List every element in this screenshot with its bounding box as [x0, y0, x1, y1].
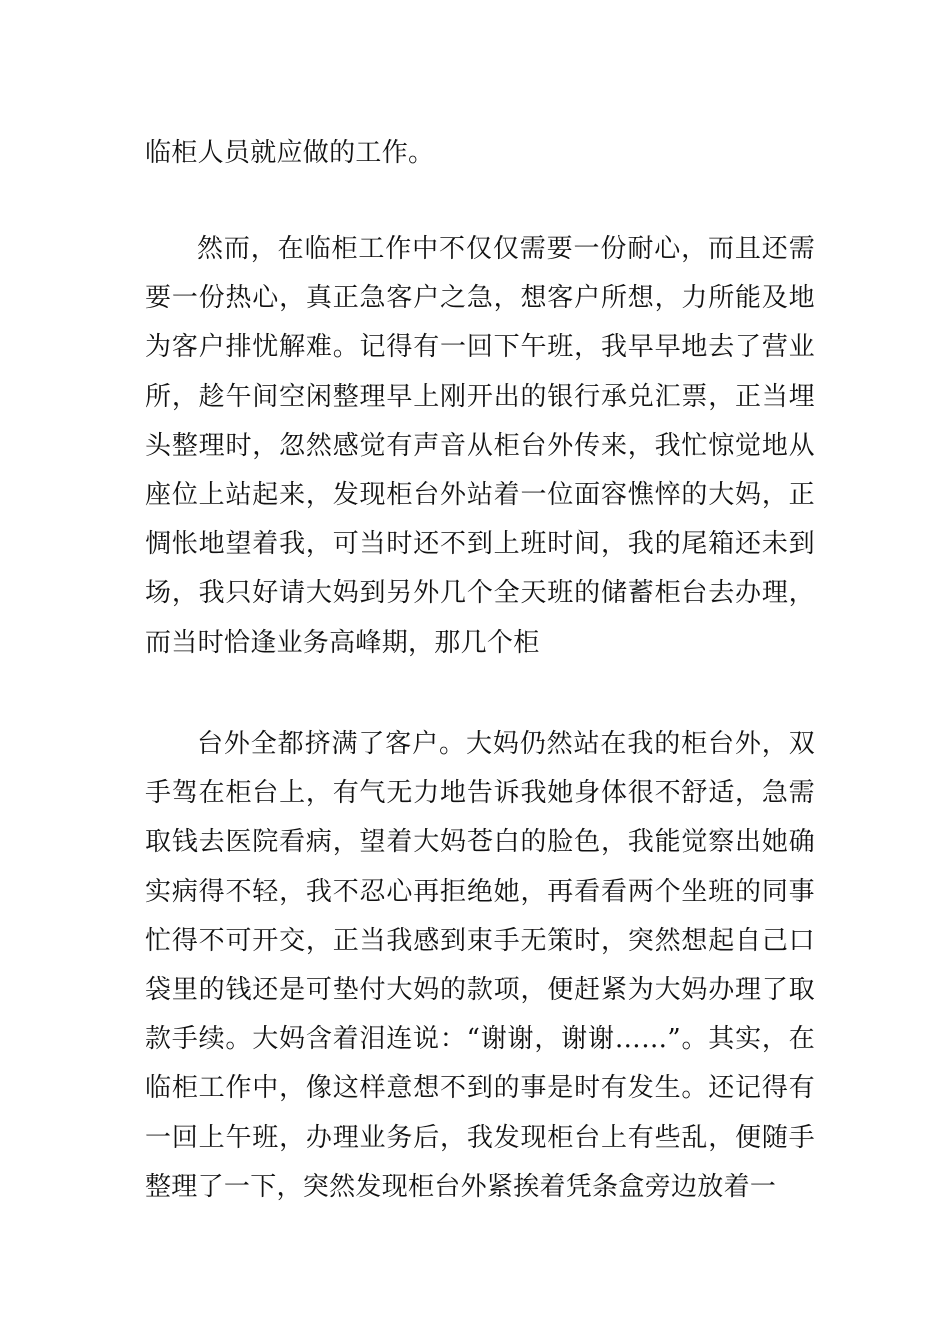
paragraph-3: 台外全都挤满了客户。大妈仍然站在我的柜台外，双手驾在柜台上，有气无力地告诉我她身体很不舒适，急需取钱去医院看病，望着大妈苍白的脸色，我能觉察出她确实病得不轻，我不忍心再拒绝她，再看看两个坐班的同事忙得不可开交，正当我感到束手无策时，突然想起自己口袋里的钱还是可垫付大妈的款项，便赶紧为大妈办理了取款手续。大妈含着泪连说：“谢谢，谢谢……”。其实，在临柜工作中，像这样意想不到的事是时有发生。还记得有一回上午班，办理业务后，我发现柜台上有些乱，便随手整理了一下，突然发现柜台外紧挨着凭条盒旁边放着一 [145, 729, 815, 1202]
paragraph-2: 然而，在临柜工作中不仅仅需要一份耐心，而且还需要一份热心，真正急客户之急，想客户所想，力所能及地为客户排忧解难。记得有一回下午班，我早早地去了营业所，趁午间空闲整理早上刚开出的银行承兑汇票，正当埋头整理时，忽然感觉有声音从柜台外传来，我忙惊觉地从座位上站起来，发现柜台外站着一位面容憔悴的大妈，正惆怅地望着我，可当时还不到上班时间，我的尾箱还未到场，我只好请大妈到另外几个全天班的储蓄柜台去办理，而当时恰逢业务高峰期，那几个柜 [145, 234, 815, 658]
paragraph-1: 临柜人员就应做的工作。 [145, 138, 435, 168]
